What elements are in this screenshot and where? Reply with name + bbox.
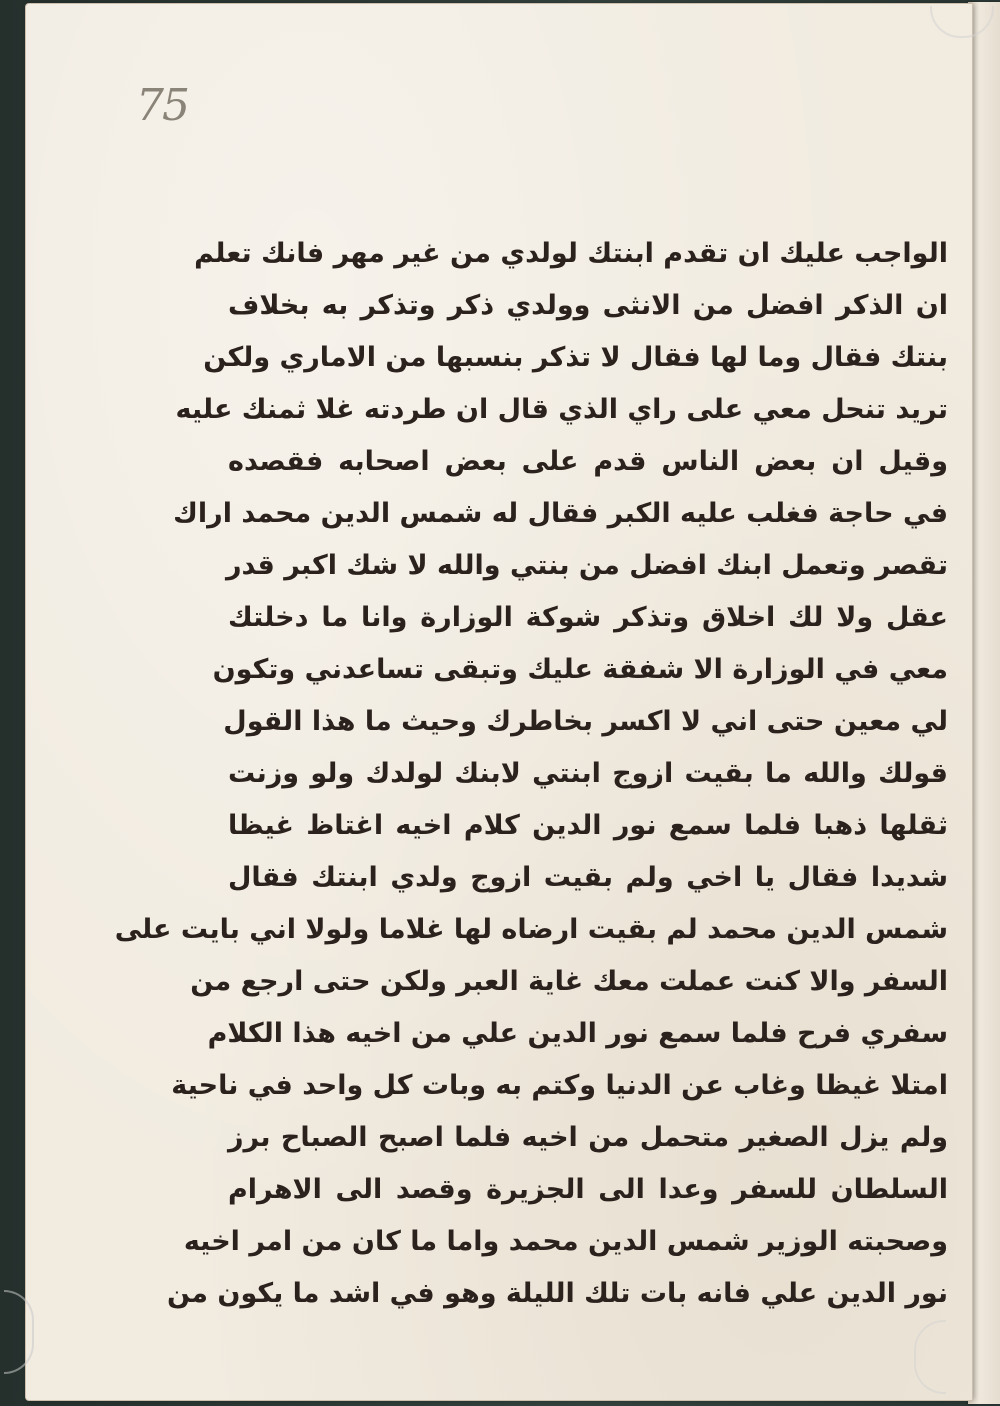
text-line: نور الدين علي فانه بات تلك الليلة وهو في اشد ما يكون من: [167, 1278, 948, 1309]
text-line: الواجب عليك ان تقدم ابنتك لولدي من غير مهر فانك تعلم: [194, 238, 948, 269]
text-line: سفري فرح فلما سمع نور الدين علي من اخيه هذا الكلام: [207, 1018, 948, 1049]
text-line: ثقلها ذهبا فلما سمع نور الدين كلام اخيه اغتاظ غيظا: [228, 810, 948, 841]
text-line: تريد تنحل معي على راي الذي قال ان طردته غلا ثمنك عليه: [175, 394, 948, 425]
text-line: تقصر وتعمل ابنك افضل من بنتي والله لا شك اكبر قدر: [226, 550, 948, 581]
text-line: وقيل ان بعض الناس قدم على بعض اصحابه فقصده: [228, 446, 948, 477]
text-line: في حاجة فغلب عليه الكبر فقال له شمس الدين محمد اراك: [173, 498, 948, 529]
text-line: عقل ولا لك اخلاق وتذكر شوكة الوزارة وانا ما دخلتك: [228, 602, 948, 633]
text-line: لي معين حتى اني لا اكسر بخاطرك وحيث ما هذا القول: [223, 706, 948, 737]
text-line: معي في الوزارة الا شفقة عليك وتبقى تساعدني وتكون: [212, 654, 948, 685]
manuscript-text-block: [114, 228, 948, 1320]
text-line: وصحبته الوزير شمس الدين محمد واما ما كان من امر اخيه: [183, 1226, 948, 1257]
text-line: امتلا غيظا وغاب عن الدنيا وكتم به وبات كل واحد في ناحية: [171, 1070, 948, 1101]
text-line: شديدا فقال يا اخي ولم بقيت ازوج ولدي ابنتك فقال: [228, 862, 948, 893]
text-line: ولم يزل الصغير متحمل من اخيه فلما اصبح الصباح برز: [228, 1122, 948, 1153]
text-line: قولك والله ما بقيت ازوج ابنتي لابنك لولدك ولو وزنت: [228, 758, 948, 789]
text-line: ان الذكر افضل من الانثى وولدي ذكر وتذكر به بخلاف: [228, 290, 948, 321]
text-line: شمس الدين محمد لم بقيت ارضاه لها غلاما ولولا اني بايت على: [114, 914, 948, 945]
folio-number: 75: [136, 80, 188, 131]
text-line: السفر والا كنت عملت معك غاية العبر ولكن حتى ارجع من: [190, 966, 948, 997]
text-line: بنتك فقال وما لها فقال لا تذكر بنسبها من الاماري ولكن: [203, 342, 948, 373]
adjacent-page-edge: [968, 2, 1000, 1404]
text-line: السلطان للسفر وعدا الى الجزيرة وقصد الى الاهرام: [228, 1174, 948, 1205]
